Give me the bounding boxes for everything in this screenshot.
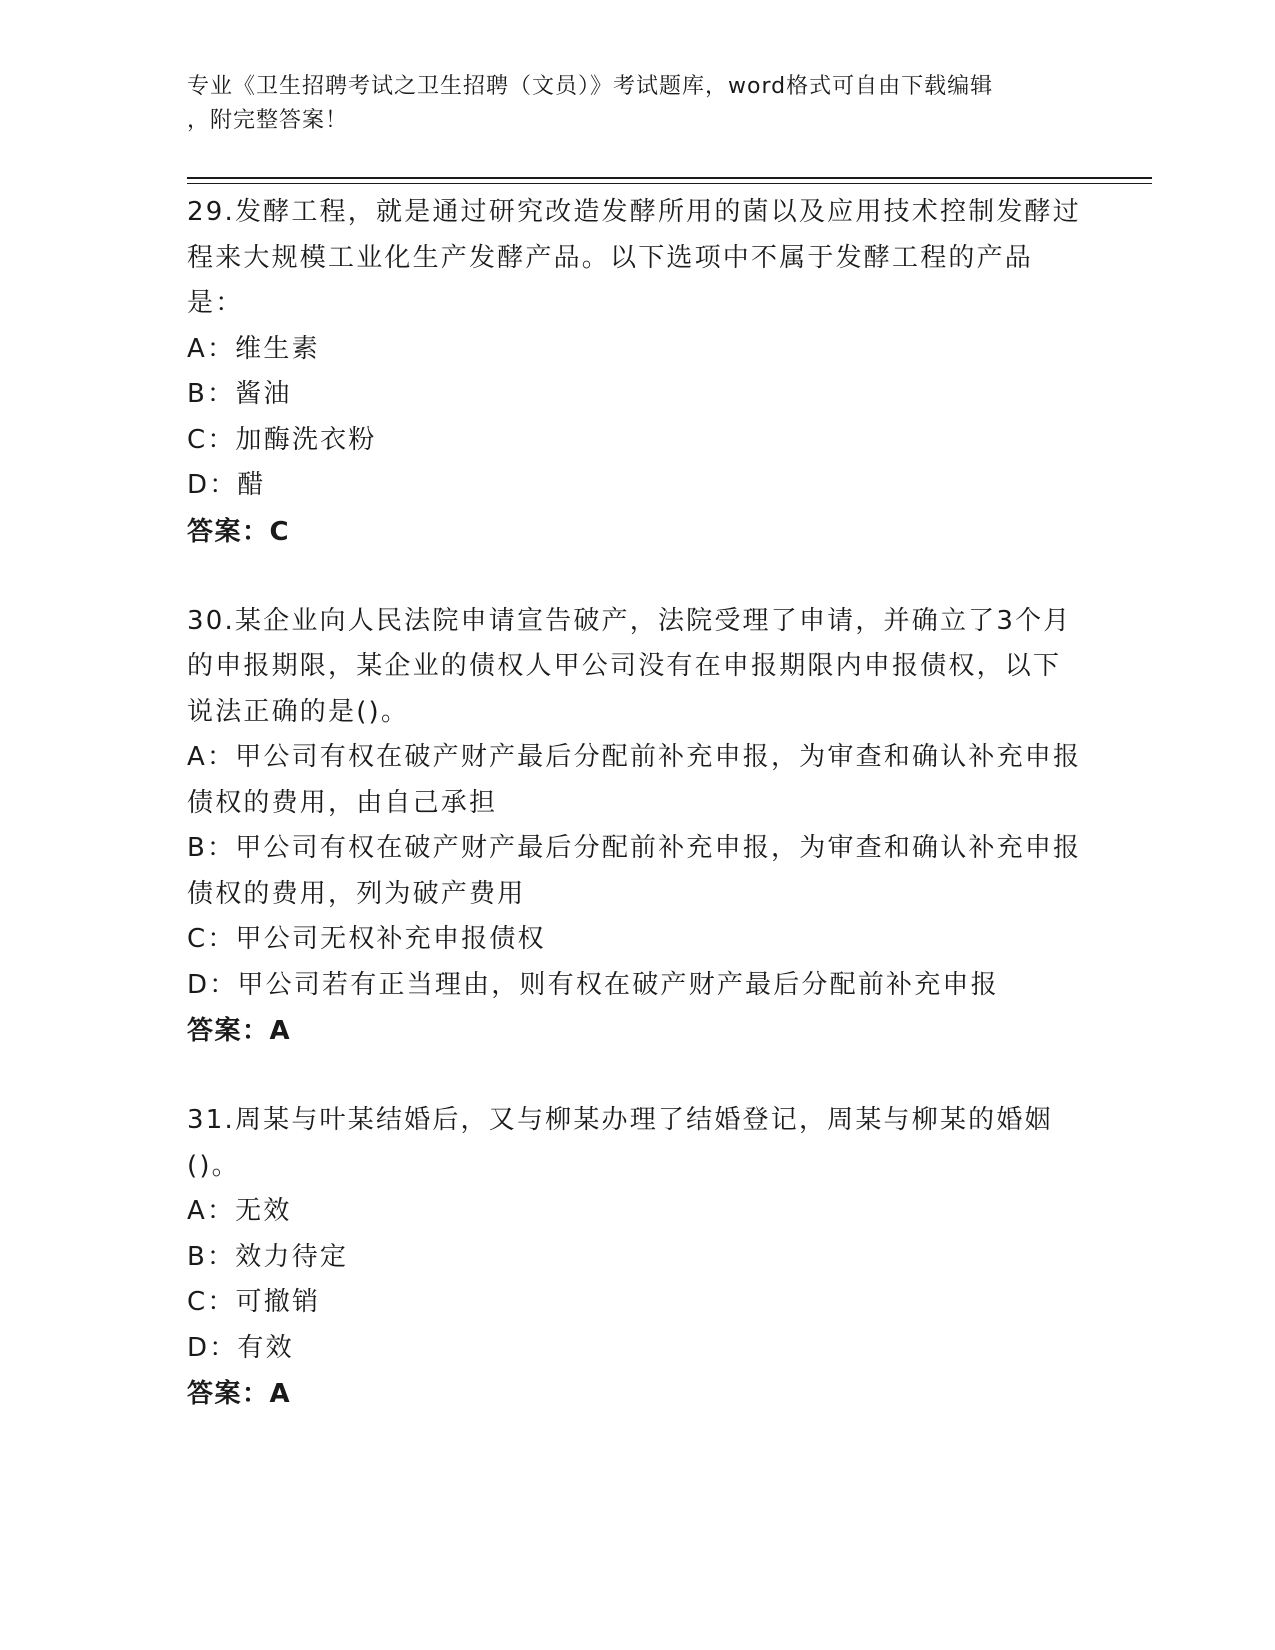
header-divider-thin (187, 183, 1152, 184)
header-line-2: ，附完整答案！ (187, 108, 349, 133)
option-a: A：甲公司有权在破产财产最后分配前补充申报，为审查和确认补充申报债权的费用，由自己承担 (187, 742, 1082, 818)
question-30 (187, 599, 1087, 1055)
question-31 (187, 1098, 1087, 1417)
option-c: C：加酶洗衣粉 (187, 424, 377, 455)
document-header (187, 70, 1067, 138)
option-d: D：有效 (187, 1332, 294, 1363)
question-stem: 30.某企业向人民法院申请宣告破产，法院受理了申请，并确立了3个月的申报期限，某企业的债权人甲公司没有在申报期限内申报债权，以下说法正确的是()。 (187, 605, 1072, 727)
option-b: B：效力待定 (187, 1241, 349, 1272)
answer-line: 答案：C (187, 516, 291, 547)
question-29 (187, 190, 1087, 555)
answer-line: 答案：A (187, 1016, 292, 1046)
option-c: C：甲公司无权补充申报债权 (187, 924, 546, 954)
question-stem: 31.周某与叶某结婚后，又与柳某办理了结婚登记，周某与柳某的婚姻()。 (187, 1105, 1053, 1181)
option-b: B：甲公司有权在破产财产最后分配前补充申报，为审查和确认补充申报债权的费用，列为破产费用 (187, 833, 1082, 909)
option-c: C：可撤销 (187, 1287, 321, 1317)
option-d: D：醋 (187, 470, 266, 500)
header-line-1: 专业《卫生招聘考试之卫生招聘（文员）》考试题库，word格式可自由下载编辑 (187, 74, 994, 99)
question-stem: 29.发酵工程，就是通过研究改造发酵所用的菌以及应用技术控制发酵过程来大规模工业化生产发酵产品。以下选项中不属于发酵工程的产品是： (187, 197, 1081, 318)
question-list (187, 190, 1087, 1417)
option-b: B：酱油 (187, 379, 292, 409)
header-divider-thick (187, 177, 1152, 179)
option-a: A：无效 (187, 1196, 292, 1226)
option-a: A：维生素 (187, 333, 320, 364)
option-d: D：甲公司若有正当理由，则有权在破产财产最后分配前补充申报 (187, 969, 999, 1000)
answer-line: 答案：A (187, 1379, 292, 1409)
